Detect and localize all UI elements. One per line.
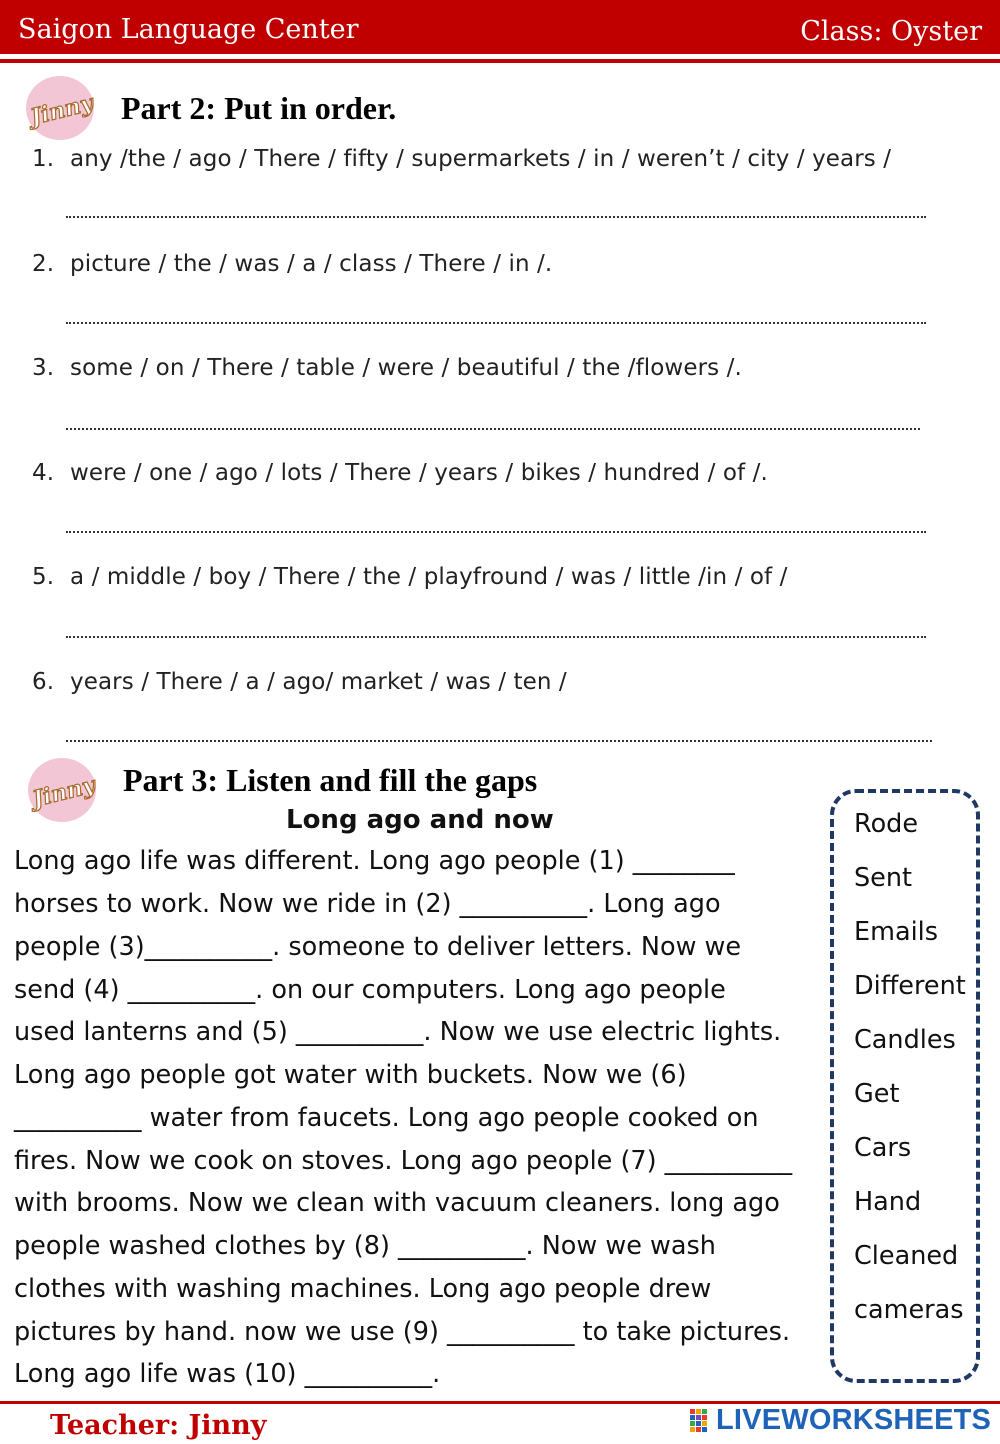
question-number: 4. bbox=[32, 460, 55, 486]
story-line: people washed clothes by (8) __________. Now we wash bbox=[14, 1231, 716, 1261]
word-bank-item: Different bbox=[854, 971, 966, 1001]
question-1 bbox=[32, 146, 891, 172]
story-line: clothes with washing machines. Long ago people drew bbox=[14, 1274, 712, 1304]
svg-text:Jinny: Jinny bbox=[29, 771, 98, 813]
jinny-logo-icon bbox=[24, 756, 98, 824]
liveworksheets-logo-icon bbox=[690, 1408, 712, 1434]
answer-line-1[interactable] bbox=[66, 216, 926, 218]
word-bank-item: Cleaned bbox=[854, 1241, 959, 1271]
question-text: years / There / a / ago/ market / was / ten / bbox=[70, 669, 567, 695]
word-bank-item: Get bbox=[854, 1079, 900, 1109]
story-line: Long ago people got water with buckets. Now we (6) bbox=[14, 1060, 687, 1090]
question-text: any /the / ago / There / fifty / supermarkets / in / weren’t / city / years / bbox=[70, 146, 892, 172]
story-line: horses to work. Now we ride in (2) __________. Long ago bbox=[14, 889, 721, 919]
brand-text: LIVEWORKSHEETS bbox=[716, 1404, 992, 1436]
answer-line-2[interactable] bbox=[66, 322, 926, 324]
word-bank-item: Emails bbox=[854, 917, 939, 947]
question-text: a / middle / boy / There / the / playfround / was / little /in / of / bbox=[70, 564, 788, 590]
story-line: fires. Now we cook on stoves. Long ago people (7) __________ bbox=[14, 1146, 793, 1176]
story-line: used lanterns and (5) __________. Now we use electric lights. bbox=[14, 1017, 782, 1047]
story-title: Long ago and now bbox=[286, 805, 554, 835]
question-number: 2. bbox=[32, 251, 55, 277]
question-6 bbox=[32, 669, 567, 695]
word-bank-item: cameras bbox=[854, 1295, 964, 1325]
word-bank-item: Cars bbox=[854, 1133, 912, 1163]
story-line: with brooms. Now we clean with vacuum cleaners. long ago bbox=[14, 1188, 780, 1218]
story-line: people (3)__________. someone to deliver letters. Now we bbox=[14, 932, 742, 962]
header-divider bbox=[0, 59, 1000, 63]
school-name: Saigon Language Center bbox=[18, 14, 359, 45]
answer-line-3[interactable] bbox=[66, 428, 920, 430]
part3-title: Part 3: Listen and fill the gaps bbox=[123, 762, 538, 798]
story-line: Long ago life was different. Long ago people (1) ________ bbox=[14, 846, 735, 876]
story-line: pictures by hand. now we use (9) __________ to take pictures. bbox=[14, 1317, 791, 1347]
svg-text:Jinny: Jinny bbox=[27, 89, 96, 131]
question-number: 5. bbox=[32, 564, 55, 590]
liveworksheets-brand[interactable] bbox=[690, 1404, 991, 1437]
question-number: 6. bbox=[32, 669, 55, 695]
question-5 bbox=[32, 564, 787, 590]
story-line: Long ago life was (10) __________. bbox=[14, 1359, 441, 1389]
question-text: some / on / There / table / were / beautiful / the /flowers /. bbox=[70, 355, 742, 381]
word-bank-item: Hand bbox=[854, 1187, 922, 1217]
teacher-label: Teacher: Jinny bbox=[50, 1410, 267, 1441]
jinny-logo-icon bbox=[22, 74, 96, 142]
word-bank-item: Sent bbox=[854, 863, 913, 893]
question-3 bbox=[32, 355, 742, 381]
class-label: Class: Oyster bbox=[800, 16, 982, 47]
answer-line-4[interactable] bbox=[66, 531, 926, 533]
story-line: send (4) __________. on our computers. Long ago people bbox=[14, 975, 726, 1005]
question-2 bbox=[32, 251, 552, 277]
question-text: picture / the / was / a / class / There / in /. bbox=[70, 251, 553, 277]
word-bank-item: Candles bbox=[854, 1025, 956, 1055]
question-text: were / one / ago / lots / There / years / bikes / hundred / of /. bbox=[70, 460, 768, 486]
question-4 bbox=[32, 460, 768, 486]
story-line: __________ water from faucets. Long ago people cooked on bbox=[14, 1103, 759, 1133]
question-number: 3. bbox=[32, 355, 55, 381]
header-bar bbox=[0, 0, 1000, 54]
answer-line-6[interactable] bbox=[66, 740, 932, 742]
word-bank-item: Rode bbox=[854, 809, 919, 839]
part2-title: Part 2: Put in order. bbox=[121, 90, 397, 126]
answer-line-5[interactable] bbox=[66, 636, 926, 638]
question-number: 1. bbox=[32, 146, 55, 172]
